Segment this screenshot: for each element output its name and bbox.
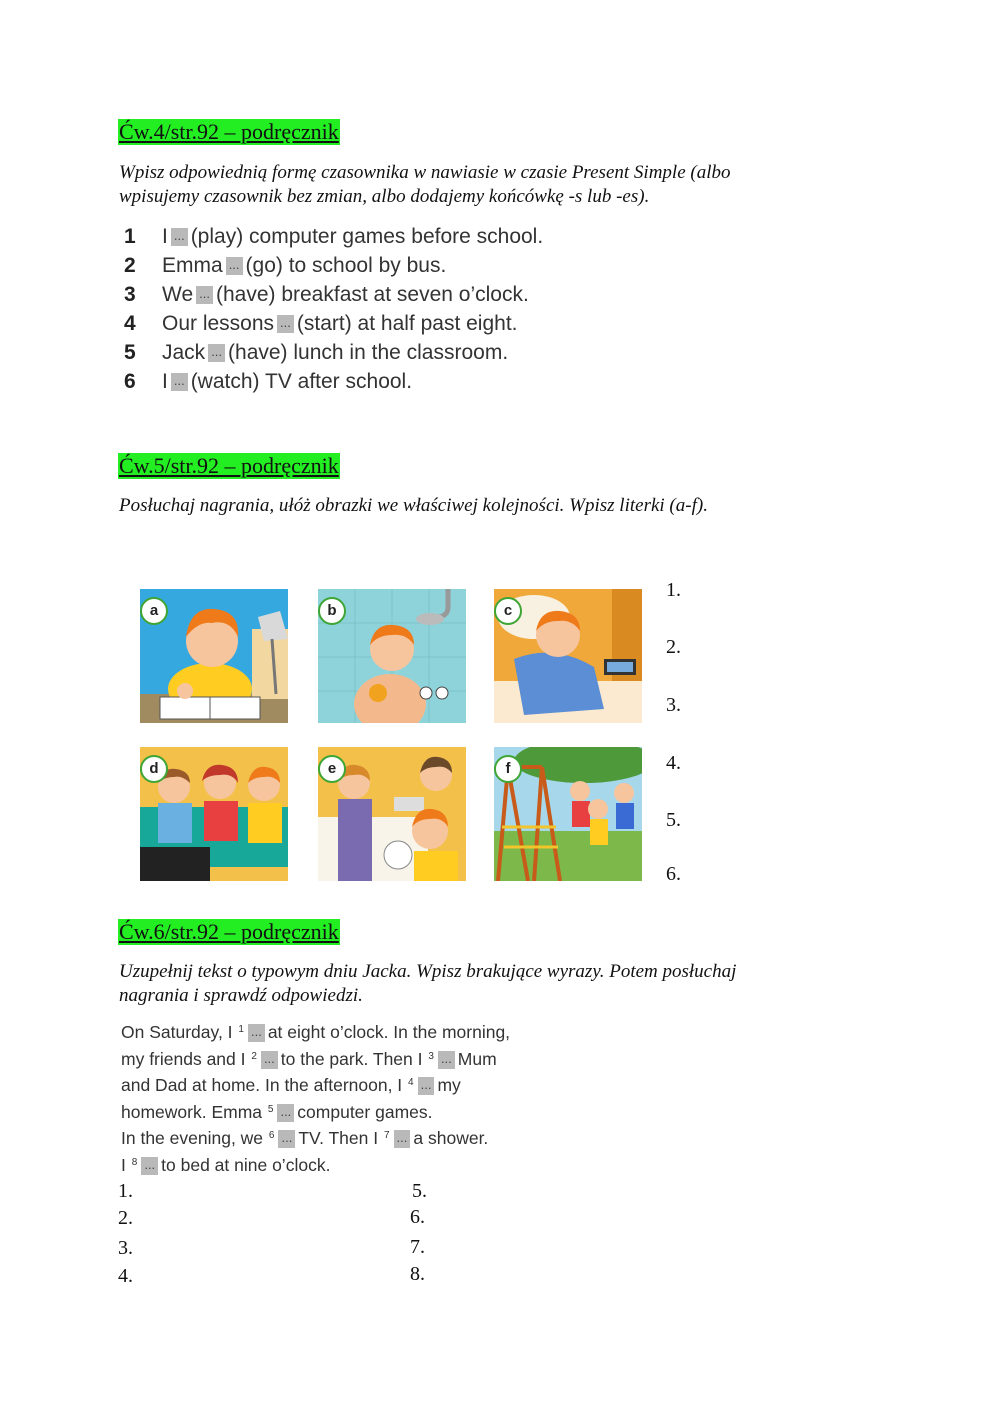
order-answer-3[interactable]: 3.	[666, 694, 681, 716]
answer-gap[interactable]: ...	[277, 315, 294, 333]
picture-letter-badge: f	[494, 755, 522, 783]
passage-line: In the evening, we $^6$ ... TV. Then I $^7$ ... a shower.	[121, 1128, 489, 1148]
answer-gap[interactable]: ...	[278, 1130, 295, 1148]
ex4-sentence: 2 Emma ... (go) to school by bus.	[124, 254, 447, 277]
answer-gap[interactable]: ...	[208, 344, 225, 362]
passage-line: and Dad at home. In the afternoon, I $^4$ ... my	[121, 1075, 461, 1095]
gap-answer-5[interactable]: 5.	[412, 1180, 427, 1202]
answer-gap[interactable]: ...	[248, 1024, 265, 1042]
answer-gap[interactable]: ...	[171, 228, 188, 246]
passage-line: homework. Emma $^5$ ... computer games.	[121, 1101, 433, 1122]
answer-gap[interactable]: ...	[418, 1077, 435, 1095]
picture-letter-badge: c	[494, 597, 522, 625]
answer-gap[interactable]: ...	[394, 1130, 411, 1148]
ex4-sentence: 4 Our lessons ... (start) at half past eight.	[124, 312, 518, 335]
ex4-sentence: 6 I ... (watch) TV after school.	[124, 370, 413, 393]
ex5-heading: Ćw.5/str.92 – podręcznik	[119, 453, 339, 478]
gap-answer-2[interactable]: 2.	[118, 1207, 133, 1229]
answer-gap[interactable]: ...	[261, 1051, 278, 1069]
passage-line: I $^8$ ... to bed at nine o’clock.	[121, 1154, 331, 1175]
gap-answer-3[interactable]: 3.	[118, 1237, 133, 1259]
answer-gap[interactable]: ...	[171, 373, 188, 391]
picture-e-kitchen	[318, 747, 466, 881]
picture-f-park	[494, 747, 642, 881]
picture-letter-badge: b	[318, 597, 346, 625]
picture-b-shower	[318, 589, 466, 723]
picture-letter-badge: a	[140, 597, 168, 625]
picture-c-bed	[494, 589, 642, 723]
picture-d-tv	[140, 747, 288, 881]
ex4-sentence: 5 Jack ... (have) lunch in the classroom.	[124, 341, 509, 364]
order-answer-6[interactable]: 6.	[666, 863, 681, 885]
order-answer-1[interactable]: 1.	[666, 579, 681, 601]
answer-gap[interactable]: ...	[141, 1157, 158, 1175]
order-answer-2[interactable]: 2.	[666, 636, 681, 658]
ex6-passage	[121, 1018, 510, 1177]
answer-gap[interactable]: ...	[277, 1104, 294, 1122]
ex4-sentence: 3 We ... (have) breakfast at seven o’clock.	[124, 283, 529, 306]
ex6-instruction: Uzupełnij tekst o typowym dniu Jacka. Wpisz brakujące wyrazy. Potem posłuchaj nagrania i sprawdź odpowiedzi.	[119, 961, 737, 1006]
ex4-heading: Ćw.4/str.92 – podręcznik	[119, 119, 339, 144]
answer-gap[interactable]: ...	[196, 286, 213, 304]
ex4-instruction: Wpisz odpowiednią formę czasownika w nawiasie w czasie Present Simple (albo wpisujemy czasownik bez zmian, albo dodajemy końcówkę -s lub -es).	[119, 162, 731, 207]
ex6-heading: Ćw.6/str.92 – podręcznik	[119, 919, 339, 944]
gap-answer-7[interactable]: 7.	[410, 1236, 425, 1258]
order-answer-4[interactable]: 4.	[666, 752, 681, 774]
gap-answer-6[interactable]: 6.	[410, 1206, 425, 1228]
ex5-instruction: Posłuchaj nagrania, ułóż obrazki we właściwej kolejności. Wpisz literki (a-f).	[119, 495, 708, 516]
answer-gap[interactable]: ...	[438, 1051, 455, 1069]
gap-answer-8[interactable]: 8.	[410, 1263, 425, 1285]
gap-answer-4[interactable]: 4.	[118, 1265, 133, 1287]
ex4-sentence-list	[124, 222, 543, 396]
passage-line: my friends and I $^2$ ... to the park. Then I $^3$ ... Mum	[121, 1048, 497, 1069]
gap-answer-1[interactable]: 1.	[118, 1180, 133, 1202]
passage-line: On Saturday, I $^1$ ... at eight o’clock. In the morning,	[121, 1022, 511, 1042]
picture-a-homework	[140, 589, 288, 723]
answer-gap[interactable]: ...	[226, 257, 243, 275]
order-answer-5[interactable]: 5.	[666, 809, 681, 831]
ex4-sentence: 1 I ... (play) computer games before school.	[124, 225, 544, 248]
picture-letter-badge: d	[140, 755, 168, 783]
picture-letter-badge: e	[318, 755, 346, 783]
